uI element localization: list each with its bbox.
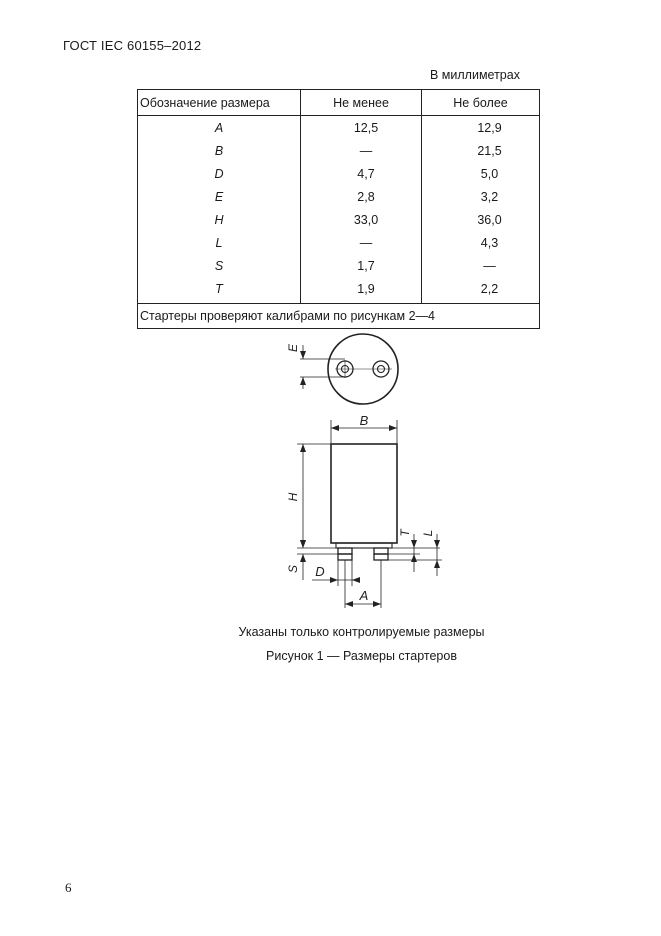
- column-header-max: Не более: [422, 90, 540, 116]
- row-symbol: H: [138, 208, 301, 231]
- row-symbol: B: [138, 139, 301, 162]
- label-a: A: [359, 588, 369, 603]
- row-symbol: L: [138, 231, 301, 254]
- left-pin-head: [338, 548, 352, 554]
- label-t: T: [398, 529, 412, 537]
- row-max: 36,0: [422, 208, 540, 231]
- left-pin-flange: [338, 554, 352, 560]
- table-header-row: [138, 90, 540, 116]
- label-s: S: [286, 564, 300, 574]
- label-l: L: [421, 529, 435, 537]
- table-row: [138, 254, 540, 277]
- units-note: В миллиметрах: [430, 68, 520, 82]
- d-arrow-right: [352, 577, 360, 583]
- row-symbol: D: [138, 162, 301, 185]
- row-symbol: A: [138, 116, 301, 140]
- row-max: —: [422, 254, 540, 277]
- row-max: 3,2: [422, 185, 540, 208]
- table-row: [138, 231, 540, 254]
- t-arrow-top: [411, 540, 417, 548]
- table-row: [138, 208, 540, 231]
- b-arrow-right: [389, 425, 397, 431]
- row-symbol: T: [138, 277, 301, 304]
- column-header-designation: Обозначение размера: [138, 90, 301, 116]
- t-arrow-bottom: [411, 554, 417, 562]
- e-arrow-top: [300, 351, 306, 359]
- b-arrow-left: [331, 425, 339, 431]
- row-max: 21,5: [422, 139, 540, 162]
- row-min: —: [301, 231, 422, 254]
- s-arrow-bottom: [300, 554, 306, 562]
- figure-note: Указаны только контролируемые размеры: [238, 625, 485, 639]
- row-min: —: [301, 139, 422, 162]
- h-arrow-top: [300, 444, 306, 452]
- l-arrow-top: [434, 540, 440, 548]
- row-min: 12,5: [301, 116, 422, 140]
- row-min: 4,7: [301, 162, 422, 185]
- document-id: ГОСТ IEC 60155–2012: [63, 38, 202, 53]
- column-header-min: Не менее: [301, 90, 422, 116]
- table-row: [138, 139, 540, 162]
- d-arrow-left: [330, 577, 338, 583]
- s-arrow-top: [300, 540, 306, 548]
- row-max: 4,3: [422, 231, 540, 254]
- label-b: B: [359, 413, 369, 428]
- row-min: 33,0: [301, 208, 422, 231]
- row-min: 1,7: [301, 254, 422, 277]
- label-h: H: [286, 492, 300, 502]
- row-max: 12,9: [422, 116, 540, 140]
- table-row: [138, 185, 540, 208]
- l-arrow-bottom: [434, 560, 440, 568]
- right-pin-flange: [374, 554, 388, 560]
- label-e: E: [286, 343, 300, 353]
- starter-body-outline: [331, 444, 397, 543]
- row-max: 2,2: [422, 277, 540, 304]
- right-pin-head: [374, 548, 388, 554]
- table-row: [138, 277, 540, 304]
- row-min: 1,9: [301, 277, 422, 304]
- row-symbol: S: [138, 254, 301, 277]
- table-footnote-row: [138, 304, 540, 329]
- e-arrow-bottom: [300, 377, 306, 385]
- starter-dimension-drawing: [280, 328, 460, 618]
- row-max: 5,0: [422, 162, 540, 185]
- figure-caption: Рисунок 1 — Размеры стартеров: [266, 649, 457, 663]
- table-footnote: Стартеры проверяют калибрами по рисункам 2—4: [138, 304, 540, 329]
- page-number: 6: [65, 880, 72, 895]
- row-symbol: E: [138, 185, 301, 208]
- table-row: [138, 116, 540, 140]
- dimensions-table: [137, 89, 540, 329]
- a-arrow-left: [345, 601, 353, 607]
- label-d: D: [315, 564, 325, 579]
- a-arrow-right: [373, 601, 381, 607]
- table-row: [138, 162, 540, 185]
- row-min: 2,8: [301, 185, 422, 208]
